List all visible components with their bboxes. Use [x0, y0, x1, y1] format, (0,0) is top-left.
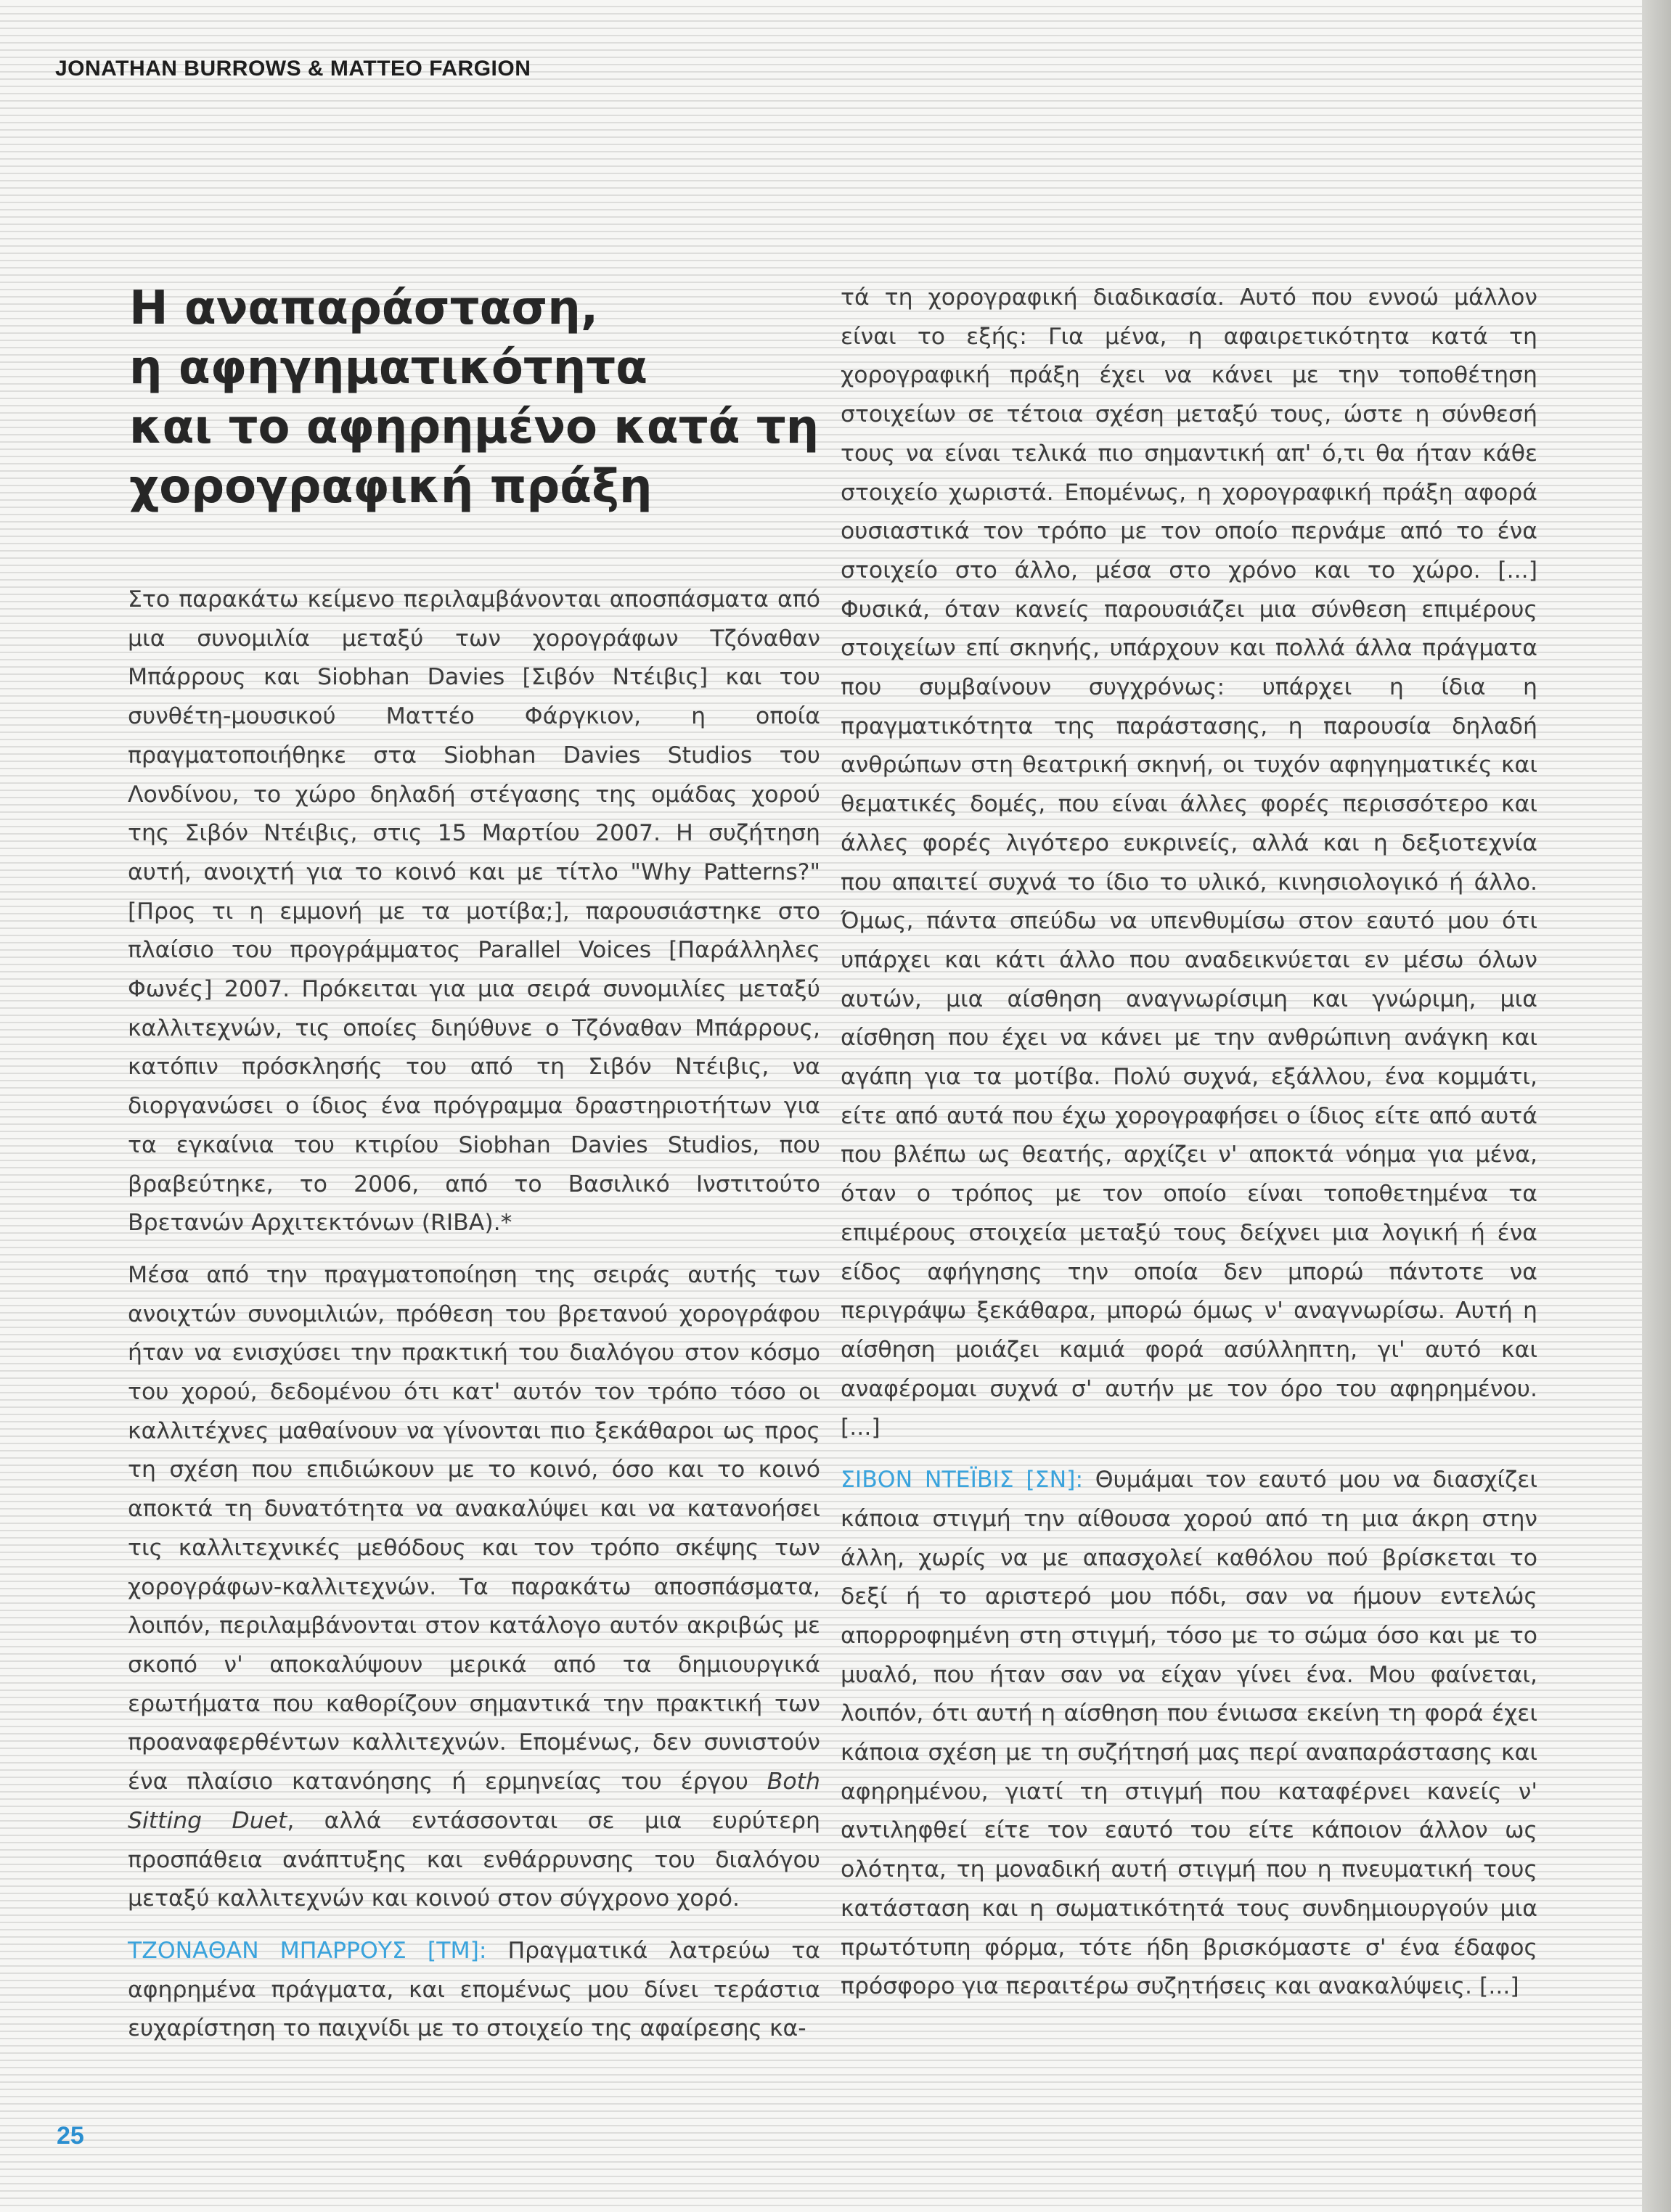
speaker-label: ΣΙΒΟΝ ΝΤΕΪΒΙΣ [ΣΝ]:	[841, 1467, 1084, 1494]
dialogue-paragraph	[841, 1461, 1537, 2007]
title-line: και το αφηρημένο κατά τη	[129, 401, 820, 454]
dialogue-text: Θυμάμαι τον εαυτό μου να διασχίζει κάποια στιγμή την αίθουσα χορού από τη μια άκρη στην άλλη, χωρίς να με απασχολεί καθόλου πού βρίσκεται το δεξί ή το αριστερό μου πόδι, σαν να ήμουν εντελώς απορροφημένη στη στιγμή, τόσο με το σώμα όσο και με το μυαλό, που ήταν σαν να είχαν γίνει ένα. Μου φαίνεται, λοιπόν, ότι αυτή η αίσθηση που ένιωσα εκείνη τη φορά έχει κάποια σχέση με τη συζήτησή μας περί αναπαράστασης και αφηρημένου, γιατί τη στιγμή που καταφέρνει κανείς ν' αντιληφθεί είτε τον εαυτό του είτε κάποιον άλλον ως ολότητα, τη μοναδική αυτή στιγμή που η πνευματική τους κατάσταση και η σωματικότητά τους συνδημιουργούν μια πρωτότυπη φόρμα, τότε ήδη βρισκόμαστε σ' ένα έδαφος πρόσφορο για περαιτέρω συζητήσεις και ανακαλύψεις. [...]	[841, 1467, 1537, 2000]
speaker-label: ΤΖΟΝΑΘΑΝ ΜΠΑΡΡΟΥΣ [ΤΜ]:	[128, 1937, 487, 1964]
intro-paragraph: Στο παρακάτω κείμενο περιλαμβάνονται αποσπάσματα από μια συνομιλία μεταξύ των χορογράφων Τζόναθαν Μπάρρους και Siobhan Davies [Σιβόν Ντέιβις] και του συνθέτη-μουσικού Ματτέο Φάργκιον, η οποία πραγματοποιήθηκε στα Siobhan Davies Studios του Λονδίνου, το χώρο δηλαδή στέγασης της ομάδας χορού της Σιβόν Ντέιβις, στις 15 Μαρτίου 2007. Η συζήτηση αυτή, ανοιχτή για το κοινό και με τίτλο "Why Patterns?" [Προς τι η εμμονή με τα μοτίβα;], παρουσιάστηκε στο πλαίσιο του προγράμματος Parallel Voices [Παράλληλες Φωνές] 2007. Πρόκειται για μια σειρά συνομιλίες μεταξύ καλλιτεχνών, τις οποίες διηύθυνε ο Τζόναθαν Μπάρρους, κατόπιν πρόσκλησής του από τη Σιβόν Ντέιβις, να διοργανώσει ο ίδιος ένα πρόγραμμα δραστηριοτήτων για τα εγκαίνια του κτιρίου Siobhan Davies Studios, που βραβεύτηκε, το 2006, από το Βασιλικό Ινστιτούτο Βρετανών Αρχιτεκτόνων (RIBA).*	[128, 586, 820, 1237]
title-line: η αφηγηματικότητα	[129, 341, 648, 395]
title-line: Η αναπαράσταση,	[129, 282, 599, 335]
context-text-part: , αλλά εντάσσονται σε μια ευρύτερη προσπάθεια ανάπτυξης και ενθάρρυνσης του διαλόγου μεταξύ καλλιτεχνών και κοινού στον σύγχρονο χορό.	[128, 1807, 820, 1912]
page-binding-edge	[1642, 0, 1671, 2212]
context-text-part: Μέσα από την πραγματοποίηση της σειράς αυτής των ανοιχτών συνομιλιών, πρόθεση του βρετανού χορογράφου ήταν να ενισχύσει την πρακτική του διαλόγου στον κόσμο του χορού, δεδομένου ότι κατ' αυτόν τον τρόπο τόσο οι καλλιτέχνες μαθαίνουν να γίνονται πιο ξεκάθαροι ως προς τη σχέση που επιδιώκουν με το κοινό, όσο και το κοινό αποκτά τη δυνατότητα να ανακαλύψει και να κατανοήσει τις καλλιτεχνικές μεθόδους και τον τρόπο σκέψης των χορογράφων-καλλιτεχνών. Τα παρακάτω αποσπάσματα, λοιπόν, περιλαμβάνονται στον κατάλογο αυτόν ακριβώς με σκοπό ν' αποκαλύψουν μερικά από τα δημιουργικά ερωτήματα που καθορίζουν σημαντικά την πρακτική των προαναφερθέντων καλλιτεχνών. Επομένως, δεν συνιστούν ένα πλαίσιο κατανόησης ή ερμηνείας του έργου	[128, 1261, 820, 1795]
left-column	[128, 581, 820, 2049]
dialogue-paragraph	[128, 1932, 820, 2049]
page-number: 25	[57, 2122, 84, 2150]
article-title	[129, 279, 826, 517]
work-title: Both Sitting Duet	[128, 1769, 820, 1834]
running-header: JONATHAN BURROWS & MATTEO FARGION	[55, 57, 531, 81]
dialogue-text: Πραγματικά λατρεύω τα αφηρημένα πράγματα, και επομένως μου δίνει τεράστια ευχαρίστηση το παιχνίδι με το στοιχείο της αφαίρεσης κα-	[128, 1937, 820, 2042]
title-line: χορογραφική πράξη	[129, 460, 653, 514]
context-paragraph	[128, 1256, 820, 1919]
dialogue-continuation: τά τη χορογραφική διαδικασία. Αυτό που εννοώ μάλλον είναι το εξής: Για μένα, η αφαιρετικότητα κατά τη χορογραφική πράξη έχει να κάνει με την τοποθέτηση στοιχείων σε τέτοια σχέση μεταξύ τους, ώστε η σύνθεσή τους να είναι τελικά πιο σημαντική απ' ό,τι θα ήταν κάθε στοιχείο χωριστά. Επομένως, η χορογραφική πράξη αφορά ουσιαστικά τον τρόπο με τον οποίο περνάμε από το ένα στοιχείο στο άλλο, μέσα στο χρόνο και το χώρο. [...] Φυσικά, όταν κανείς παρουσιάζει μια σύνθεση επιμέρους στοιχείων επί σκηνής, υπάρχουν και πολλά άλλα πράγματα που συμβαίνουν συγχρόνως: υπάρχει η ίδια η πραγματικότητα της παράστασης, η παρουσία δηλαδή ανθρώπων στη θεατρική σκηνή, οι τυχόν αφηγηματικές και θεματικές δομές, που είναι άλλες φορές περισσότερο και άλλες φορές λιγότερο ευκρινείς, αλλά και η δεξιοτεχνία που απαιτεί συχνά το ίδιο το υλικό, κινησιολογικό ή άλλο. Όμως, πάντα σπεύδω να υπενθυμίσω στον εαυτό μου ότι υπάρχει και κάτι άλλο που αναδεικνύεται εν μέσω όλων αυτών, μια αίσθηση αναγνωρίσιμη και γνώριμη, μια αίσθηση που έχει να κάνει με την ανθρώπινη ανάγκη και αγάπη για τα μοτίβα. Πολύ συχνά, εξάλλου, ένα κομμάτι, είτε από αυτά που έχω χορογραφήσει ο ίδιος είτε από αυτά που βλέπω ως θεατής, αρχίζει ν' αποκτά νόημα για μένα, όταν ο τρόπος με τον οποίο είναι τοποθετημένα τα επιμέρους στοιχεία μεταξύ τους δείχνει μια λογική ή ένα είδος αφήγησης την οποία δεν μπορώ πάντοτε να περιγράψω ξεκάθαρα, μπορώ όμως ν' αναγνωρίσω. Αυτή η αίσθηση μοιάζει καμιά φορά ασύλληπτη, γι' αυτό και αναφέρομαι συχνά σ' αυτήν με τον όρο του αφηρημένου. [...]	[841, 284, 1537, 1441]
right-column	[841, 279, 1537, 2007]
